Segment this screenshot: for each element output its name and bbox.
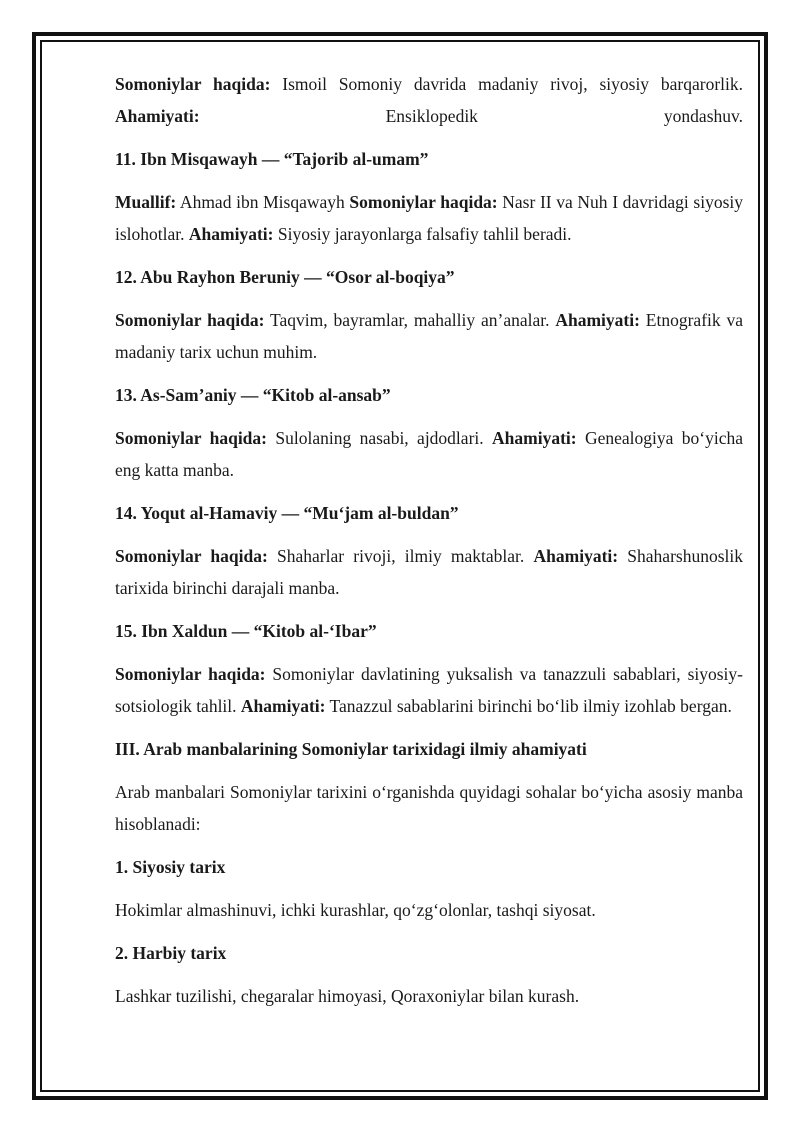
body-text: Taqvim, bayramlar, mahalliy an’analar. bbox=[264, 310, 556, 330]
section-heading: 11. Ibn Misqawayh — “Tajorib al-umam” bbox=[115, 149, 429, 169]
body-text: Ahmad ibn Misqawayh bbox=[176, 192, 350, 212]
section-heading: 2. Harbiy tarix bbox=[115, 943, 227, 963]
paragraph bbox=[115, 422, 743, 486]
bold-label: Ahamiyati: bbox=[240, 696, 326, 716]
paragraph bbox=[115, 68, 743, 132]
bold-label: Somoniylar haqida: bbox=[115, 546, 268, 566]
bold-label: Somoniylar haqida: bbox=[349, 192, 498, 212]
bold-label: Ahamiyati: bbox=[188, 224, 274, 244]
paragraph bbox=[115, 186, 743, 250]
section-heading: 1. Siyosiy tarix bbox=[115, 857, 226, 877]
paragraph bbox=[115, 776, 743, 840]
document-body bbox=[115, 68, 743, 1023]
body-text: Ismoil Somoniy davrida madaniy rivoj, siyosiy barqarorlik. bbox=[270, 74, 743, 94]
section-heading: 14. Yoqut al-Hamaviy — “Mu‘jam al-buldan” bbox=[115, 503, 459, 523]
paragraph bbox=[115, 540, 743, 604]
body-text: Ensiklopedik yondashuv. bbox=[199, 106, 743, 126]
section-heading: 15. Ibn Xaldun — “Kitob al-‘Ibar” bbox=[115, 621, 377, 641]
bold-label: Ahamiyati: bbox=[115, 106, 200, 126]
body-text: Somoniylar davlatining yuksalish va tanazzuli sabablari, siyosiy-sotsiologik tahlil. bbox=[115, 664, 743, 716]
bold-label: Muallif: bbox=[115, 192, 177, 212]
body-text: Hokimlar almashinuvi, ichki kurashlar, qo‘zg‘olonlar, tashqi siyosat. bbox=[115, 900, 596, 920]
body-text: Siyosiy jarayonlarga falsafiy tahlil beradi. bbox=[273, 224, 572, 244]
body-text: Lashkar tuzilishi, chegaralar himoyasi, Qoraxoniylar bilan kurash. bbox=[115, 986, 580, 1006]
section-heading: 13. As-Sam’aniy — “Kitob al-ansab” bbox=[115, 385, 391, 405]
bold-label: Ahamiyati: bbox=[492, 428, 577, 448]
body-text: Tanazzul sabablarini birinchi bo‘lib ilmiy izohlab bergan. bbox=[325, 696, 732, 716]
body-text: Shaharshunoslik tarixida birinchi darajali manba. bbox=[115, 546, 743, 598]
paragraph bbox=[115, 304, 743, 368]
body-text: Genealogiya bo‘yicha eng katta manba. bbox=[115, 428, 744, 480]
paragraph bbox=[115, 980, 743, 1012]
bold-label: Somoniylar haqida: bbox=[115, 428, 267, 448]
body-text: Arab manbalari Somoniylar tarixini o‘rganishda quyidagi sohalar bo‘yicha asosiy manba hisoblanadi: bbox=[115, 782, 743, 834]
body-text: Nasr II va Nuh I davridagi siyosiy islohotlar. bbox=[115, 192, 743, 244]
bold-label: Somoniylar haqida: bbox=[115, 74, 271, 94]
bold-label: Somoniylar haqida: bbox=[115, 664, 266, 684]
body-text: Sulolaning nasabi, ajdodlari. bbox=[267, 428, 493, 448]
body-text: Shaharlar rivoji, ilmiy maktablar. bbox=[267, 546, 534, 566]
section-heading: 12. Abu Rayhon Beruniy — “Osor al-boqiya” bbox=[115, 267, 455, 287]
bold-label: Ahamiyati: bbox=[555, 310, 640, 330]
paragraph bbox=[115, 894, 743, 926]
paragraph bbox=[115, 658, 743, 722]
bold-label: Somoniylar haqida: bbox=[115, 310, 265, 330]
bold-label: Ahamiyati: bbox=[533, 546, 619, 566]
body-text: Etnografik va madaniy tarix uchun muhim. bbox=[115, 310, 744, 362]
section-heading: III. Arab manbalarining Somoniylar tarixidagi ilmiy ahamiyati bbox=[115, 739, 587, 759]
